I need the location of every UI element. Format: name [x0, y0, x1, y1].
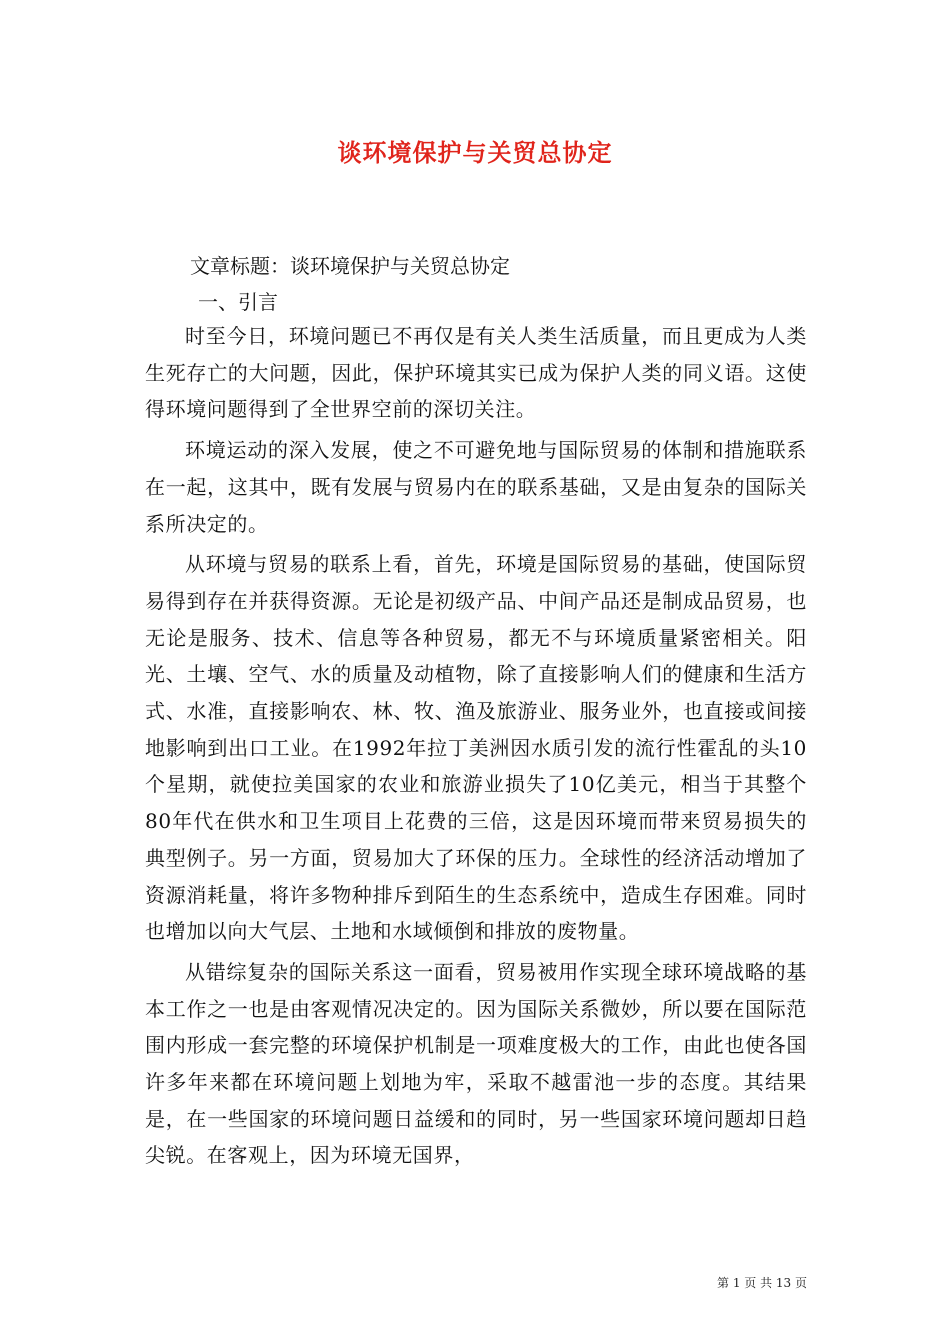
document-body [145, 318, 807, 1178]
article-title-line: 文章标题：谈环境保护与关贸总协定 [190, 254, 510, 278]
paragraph: 环境运动的深入发展，使之不可避免地与国际贸易的体制和措施联系在一起，这其中，既有发展与贸易内在的联系基础，又是由复杂的国际关系所决定的。 [145, 438, 807, 536]
paragraph: 从环境与贸易的联系上看，首先，环境是国际贸易的基础，使国际贸易得到存在并获得资源。无论是初级产品、中间产品还是制成品贸易，也无论是服务、技术、信息等各种贸易，都无不与环境质量紧密相关。阳光、土壤、空气、水的质量及动植物，除了直接影响人们的健康和生活方式、水准，直接影响农、林、牧、渔及旅游业、服务业外，也直接或间接地影响到出口工业。在1992年拉丁美洲因水质引发的流行性霍乱的头10个星期，就使拉美国家的农业和旅游业损失了10亿美元，相当于其整个80年代在供水和卫生项目上花费的三倍，这是因环境而带来贸易损失的典型例子。另一方面，贸易加大了环保的压力。全球性的经济活动增加了资源消耗量，将许多物种排斥到陌生的生态系统中，造成生存困难。同时也增加以向大气层、土地和水域倾倒和排放的废物量。 [145, 552, 807, 944]
paragraph: 时至今日，环境问题已不再仅是有关人类生活质量，而且更成为人类生死存亡的大问题，因此，保护环境其实已成为保护人类的同义语。这使得环境问题得到了全世界空前的深切关注。 [145, 324, 807, 422]
page-number-footer: 第 1 页 共 13 页 [717, 1276, 807, 1290]
document-title: 谈环境保护与关贸总协定 [337, 138, 613, 167]
section-heading: 一、引言 [198, 290, 278, 314]
paragraph: 从错综复杂的国际关系这一面看，贸易被用作实现全球环境战略的基本工作之一也是由客观情况决定的。因为国际关系微妙，所以要在国际范围内形成一套完整的环境保护机制是一项难度极大的工作，由此也使各国许多年来都在环境问题上划地为牢，采取不越雷池一步的态度。其结果是，在一些国家的环境问题日益缓和的同时，另一些国家环境问题却日趋尖锐。在客观上，因为环境无国界， [145, 959, 807, 1168]
